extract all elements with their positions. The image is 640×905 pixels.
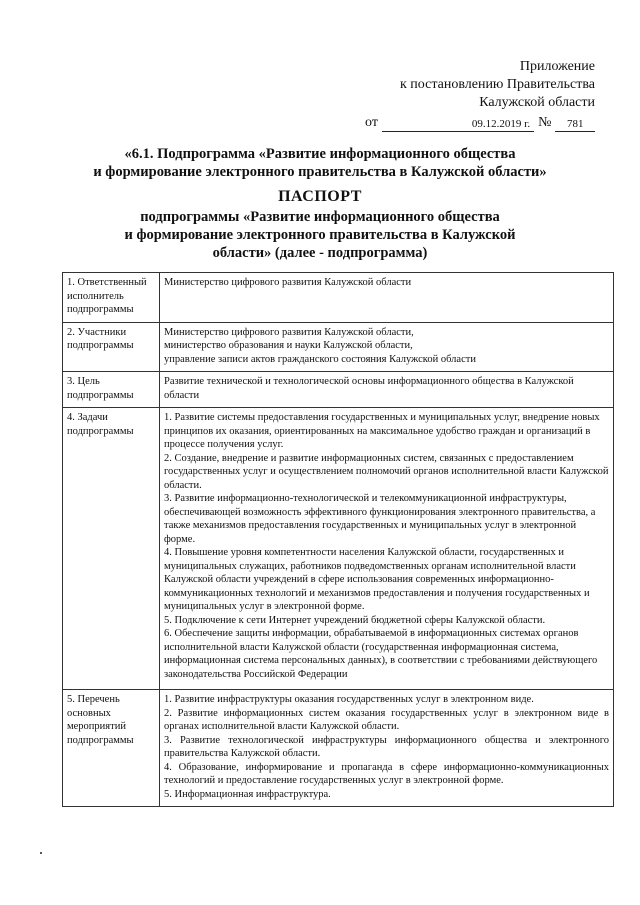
list-item: 4. Повышение уровня компетентности населения Калужской области, государственных и муниципальных служащих, работников подведомственных органам исполнительной власти Калужской области учреждений в сфере использования современных информационно-коммуникационных технологий и механизмов предоставления и получения государственных и муниципальных услуг в электронной форме.	[164, 547, 590, 612]
row-label: 4. Задачи подпрограммы	[63, 408, 160, 690]
table-row	[63, 690, 614, 807]
row-label: 2. Участники подпрограммы	[63, 322, 160, 372]
passport-table	[62, 272, 614, 807]
list-item: 3. Развитие технологической инфраструктуры информационного общества и электронного правительства Калужской области.	[164, 734, 609, 759]
table-row	[63, 408, 614, 690]
row-value	[160, 372, 614, 408]
row-value	[160, 322, 614, 372]
passport-line-1: подпрограммы «Развитие информационного общества	[140, 209, 500, 225]
subprogram-title-line-1: «6.1. Подпрограмма «Развитие информационного общества	[124, 146, 516, 162]
appendix-block	[365, 58, 595, 132]
list-item: 1. Развитие инфраструктуры оказания государственных услуг в электронном виде.	[164, 694, 534, 705]
row-label: 5. Перечень основных мероприятий подпрограммы	[63, 690, 160, 807]
decree-number: 781	[555, 118, 595, 132]
list-item: 5. Информационная инфраструктура.	[164, 788, 331, 800]
decree-date-row	[365, 114, 595, 132]
appendix-decree: к постановлению Правительства	[399, 77, 595, 92]
appendix-region: Калужской области	[479, 95, 595, 110]
row-label: 3. Цель подпрограммы	[63, 372, 160, 408]
passport-line-3: области» (далее - подпрограмма)	[212, 245, 428, 261]
list-item: 3. Развитие информационно-технологической и телекоммуникационной инфраструктуры, обеспечивающей возможность эффективного функционирования электронного правительства, а также механизмов предоставления государственных и муниципальных услуг в электронной форме.	[164, 493, 596, 545]
list-item: 4. Образование, информирование и пропаганда в сфере информационно-коммуникационных технологий и предоставление государственных услуг в электронной форме.	[164, 761, 609, 786]
appendix-title: Приложение	[519, 59, 595, 74]
list-item: 2. Развитие информационных систем оказания государственных услуг в электронном виде в органах исполнительной власти Калужской области.	[164, 707, 609, 732]
row-label: 1. Ответственный исполнитель подпрограммы	[63, 273, 160, 323]
passport-heading: ПАСПОРТ	[278, 188, 362, 205]
table-row	[63, 322, 614, 372]
list-item: 1. Развитие системы предоставления государственных и муниципальных услуг, внедрение новых принципов их оказания, ориентированных на максимальное удобство граждан и организаций в процессе получения услуг.	[164, 412, 600, 450]
passport-line-2: и формирование электронного правительства в Калужской	[124, 227, 516, 243]
subprogram-title-line-2: и формирование электронного правительства в Калужской области»	[93, 164, 547, 180]
table-row	[63, 273, 614, 323]
list-item: Развитие технической и технологической основы информационного общества в Калужской области	[164, 376, 574, 401]
row-value	[160, 408, 614, 690]
table-row	[63, 372, 614, 408]
subprogram-title	[60, 145, 580, 181]
list-item: 2. Создание, внедрение и развитие информационных систем, связанных с предоставлением государственных услуг и осуществлением полномочий органов исполнительной власти Калужской области.	[164, 452, 609, 491]
number-label: №	[538, 115, 552, 130]
list-item: министерство образования и науки Калужской области,	[164, 340, 413, 351]
scan-speck	[40, 852, 42, 854]
from-label: от	[365, 115, 378, 130]
list-item: 5. Подключение к сети Интернет учреждений бюджетной сферы Калужской области.	[164, 614, 546, 626]
row-value	[160, 690, 614, 807]
list-item: Министерство цифрового развития Калужской области	[164, 277, 412, 288]
decree-date: 09.12.2019 г.	[382, 118, 534, 132]
list-item: управление записи актов гражданского состояния Калужской области	[164, 353, 476, 365]
list-item: Министерство цифрового развития Калужской области,	[164, 326, 414, 338]
list-item: 6. Обеспечение защиты информации, обрабатываемой в информационных системах органов исполнительной власти Калужской области (государственная информационная система, информационная система персональных данных), в соответствии с требованиями действующего законодательства Российской Федерации	[164, 628, 598, 680]
row-value	[160, 273, 614, 323]
passport-description	[60, 208, 580, 262]
